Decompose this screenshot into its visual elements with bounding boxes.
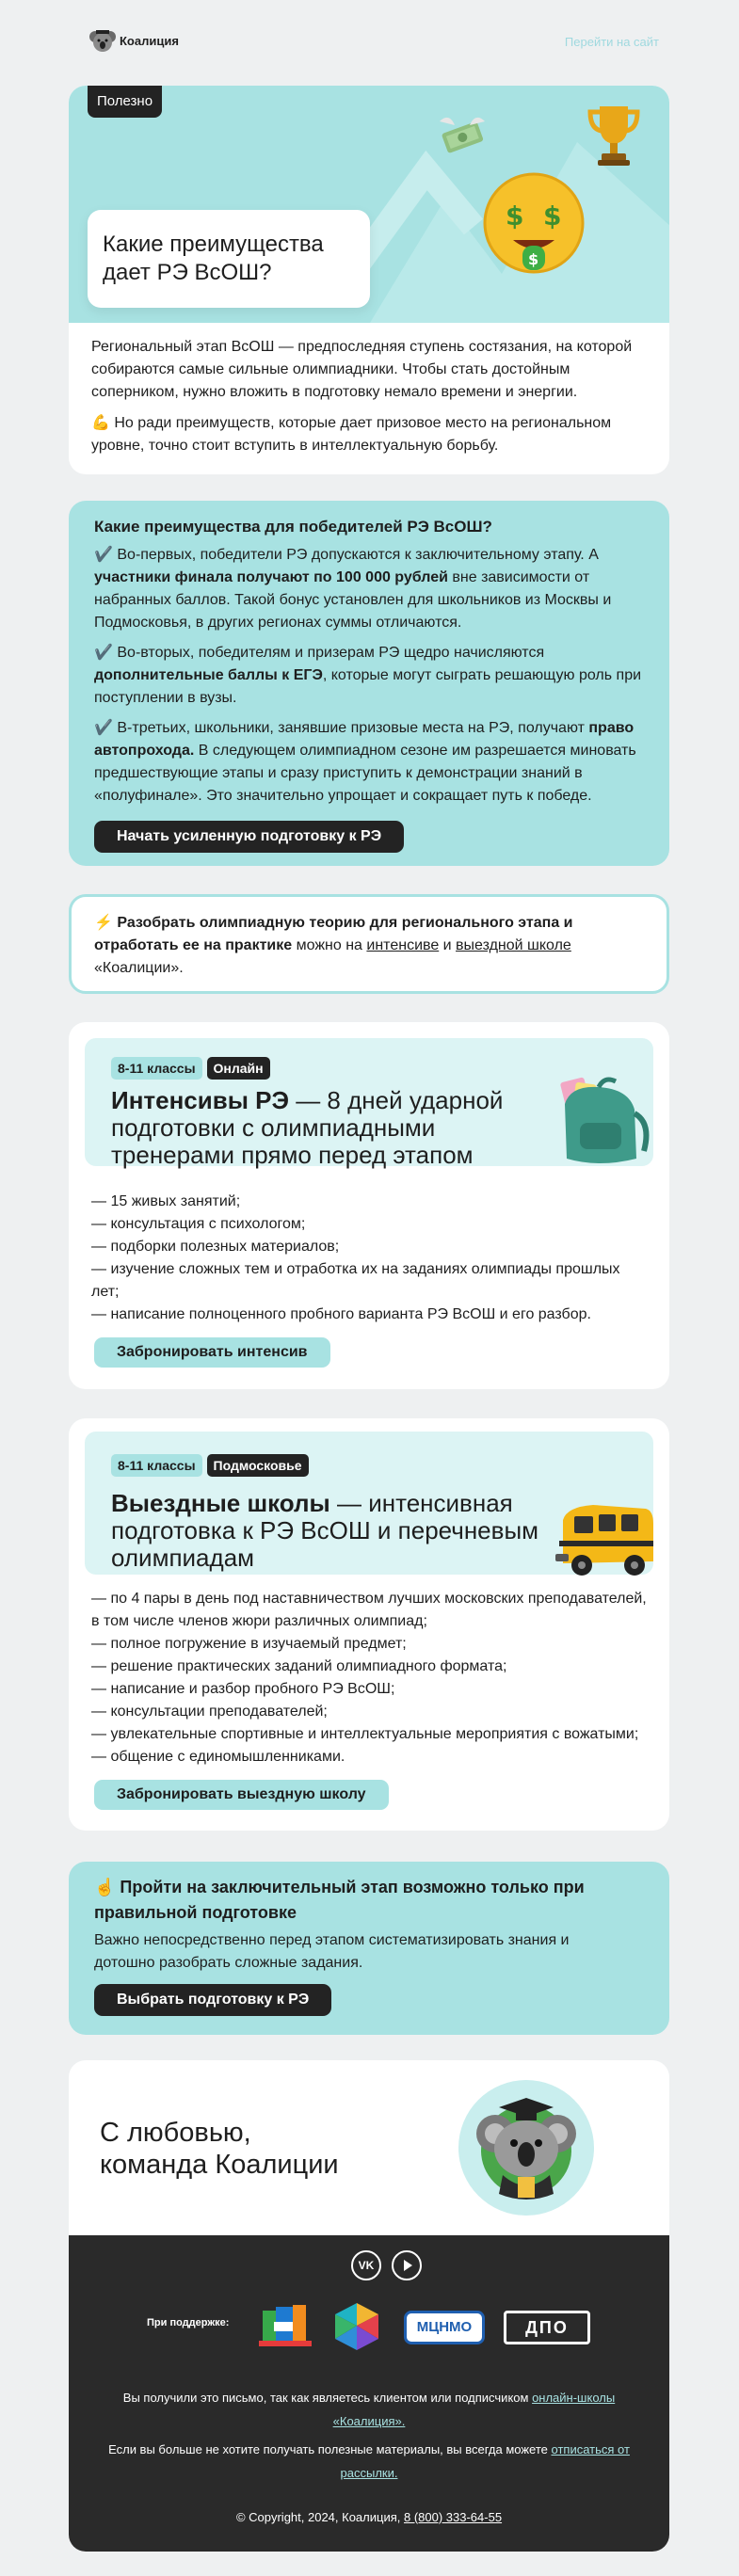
callout-card bbox=[69, 894, 669, 994]
school-link[interactable]: выездной школе bbox=[456, 937, 571, 953]
intensive-card bbox=[69, 1022, 669, 1389]
intensive-link[interactable]: интенсиве bbox=[366, 937, 440, 953]
trophy-icon bbox=[585, 101, 643, 173]
advantages-card bbox=[69, 501, 669, 866]
unsubscribe-link[interactable]: отписаться от рассылки. bbox=[340, 2442, 630, 2480]
school-banner bbox=[85, 1432, 653, 1575]
advantages-title: Какие преимущества для победителей РЭ ВсОШ? bbox=[94, 518, 492, 536]
school-chips bbox=[111, 1454, 313, 1477]
hero-banner bbox=[69, 86, 669, 323]
hero-intro: Региональный этап ВсОШ — предпоследняя ступень состязания, на которой собираются самые сильные олимпиадники. Чтобы стать достойным соперником, нужно вложить в подготовку немало времени и энергии. bbox=[91, 339, 633, 400]
list-item: — общение с единомышленниками. bbox=[91, 1749, 345, 1765]
school-card bbox=[69, 1418, 669, 1831]
svg-text:$: $ bbox=[528, 250, 539, 268]
list-item: — полное погружение в изучаемый предмет; bbox=[91, 1636, 407, 1652]
intensive-title: Интенсивы РЭ — 8 дней ударной подготовки с олимпиадными тренерами прямо перед этапом bbox=[111, 1086, 504, 1169]
advantage-2: ✔️ Во-вторых, победителям и призерам РЭ щедро начисляются дополнительные баллы к ЕГЭ, которые могут сыграть решающую роль при поступлении в вузы. bbox=[94, 645, 642, 706]
phone-link[interactable]: 8 (800) 333-64-55 bbox=[403, 2510, 503, 2524]
location-chip: Подмосковье bbox=[207, 1454, 309, 1477]
list-item: — увлекательные спортивные и интеллектуальные мероприятия с вожатыми; bbox=[91, 1726, 639, 1742]
koala-mascot-icon bbox=[458, 2079, 595, 2221]
signature-text: С любовью, команда Коалиции bbox=[100, 2118, 339, 2180]
list-item: — изучение сложных тем и отработка их на заданиях олимпиады прошлых лет; bbox=[91, 1261, 620, 1300]
vk-icon[interactable]: VK bbox=[351, 2250, 381, 2280]
footer bbox=[69, 2235, 669, 2552]
school-bus-icon bbox=[555, 1501, 653, 1583]
svg-text:$: $ bbox=[506, 200, 524, 232]
list-item: — написание полноценного пробного варианта РЭ ВсОШ и его разбор. bbox=[91, 1306, 591, 1322]
partner-logo-1 bbox=[259, 2301, 312, 2355]
koala-logo-icon[interactable] bbox=[89, 28, 116, 55]
partner-logo-3: МЦНМО bbox=[404, 2311, 485, 2344]
final-text: Важно непосредственно перед этапом систематизировать знания и дотошно разобрать сложные задания. bbox=[94, 1932, 570, 1971]
school-title: Выездные школы — интенсивная подготовка к РЭ ВсОШ и перечневым олимпиадам bbox=[111, 1489, 539, 1572]
list-item: — подборки полезных материалов; bbox=[91, 1239, 340, 1255]
list-item: — по 4 пары в день под наставничеством лучших московских преподавателей, в том числе членов жюри различных олимпиад; bbox=[91, 1591, 647, 1629]
grade-chip: 8-11 классы bbox=[111, 1454, 202, 1477]
money-face-emoji bbox=[481, 170, 586, 280]
advantage-1: ✔️ Во-первых, победители РЭ допускаются к заключительному этапу. А участники финала получают по 100 000 рублей вне зависимости от набранных баллов. Такой бонус установлен для школьников из Москвы и Подмосковья, в других регионах суммы отличаются. bbox=[94, 547, 612, 631]
backpack-icon bbox=[542, 1076, 653, 1171]
hero-title-box bbox=[88, 210, 370, 308]
list-item: — консультация с психологом; bbox=[91, 1216, 306, 1232]
money-wings-icon bbox=[434, 112, 490, 166]
list-item: — 15 живых занятий; bbox=[91, 1193, 241, 1209]
book-school-button[interactable]: Забронировать выездную школу bbox=[94, 1780, 389, 1810]
tag-badge: Полезно bbox=[88, 86, 162, 118]
copyright: © Copyright, 2024, Коалиция, 8 (800) 333-64-55 bbox=[235, 2510, 503, 2524]
site-link[interactable]: Перейти на сайт bbox=[564, 35, 659, 49]
partner-logo-2 bbox=[331, 2301, 382, 2357]
intensive-chips bbox=[111, 1057, 275, 1080]
hero-card bbox=[69, 86, 669, 474]
intensive-list bbox=[91, 1191, 647, 1326]
header bbox=[89, 26, 659, 60]
choose-prep-button[interactable]: Выбрать подготовку к РЭ bbox=[94, 1984, 331, 2016]
unsubscribe-notice: Если вы больше не хотите получать полезные материалы, вы всегда можете отписаться от рассылки. bbox=[108, 2442, 630, 2480]
signature-card bbox=[69, 2060, 669, 2552]
list-item: — написание и разбор пробного РЭ ВсОШ; bbox=[91, 1681, 395, 1697]
intensive-banner bbox=[85, 1038, 653, 1169]
format-chip: Онлайн bbox=[207, 1057, 270, 1080]
final-title: ☝️ Пройти на заключительный этап возможно только при правильной подготовке bbox=[94, 1878, 585, 1922]
logo-text[interactable]: Коалиция bbox=[120, 34, 179, 48]
school-home-link[interactable]: онлайн-школы «Коалиция». bbox=[332, 2391, 616, 2428]
list-item: — решение практических заданий олимпиадного формата; bbox=[91, 1658, 507, 1674]
youtube-icon[interactable] bbox=[392, 2250, 422, 2280]
final-card bbox=[69, 1862, 669, 2035]
subscription-notice: Вы получили это письмо, так как являетесь клиентом или подписчиком онлайн-школы «Коалиция». bbox=[122, 2391, 616, 2428]
advantage-3: ✔️ В-третьих, школьники, занявшие призовые места на РЭ, получают право автопрохода. В следующем олимпиадном сезоне им разрешается миновать предшествующие этапы и сразу приступить к демонстрации знаний в «полуфинале». Это значительно упрощает и сокращает путь к победе. bbox=[94, 720, 636, 804]
callout-text: ⚡ Разобрать олимпиадную теорию для регионального этапа и отработать ее на практике можно на интенсиве и выездной школе «Коалиции». bbox=[94, 915, 573, 976]
start-prep-button[interactable]: Начать усиленную подготовку к РЭ bbox=[94, 821, 404, 853]
svg-text:$: $ bbox=[543, 200, 562, 232]
support-label: При поддержке: bbox=[147, 2317, 230, 2328]
school-list bbox=[91, 1588, 656, 1768]
hero-title: Какие преимущества дает РЭ ВсОШ? bbox=[103, 232, 324, 285]
grade-chip: 8-11 классы bbox=[111, 1057, 202, 1080]
partner-logo-4: ДПО bbox=[504, 2311, 590, 2344]
hero-intro-2: 💪 Но ради преимуществ, которые дает призовое место на региональном уровне, точно стоит вступить в интеллектуальную борьбу. bbox=[91, 415, 612, 454]
book-intensive-button[interactable]: Забронировать интенсив bbox=[94, 1337, 330, 1368]
list-item: — консультации преподавателей; bbox=[91, 1704, 328, 1720]
